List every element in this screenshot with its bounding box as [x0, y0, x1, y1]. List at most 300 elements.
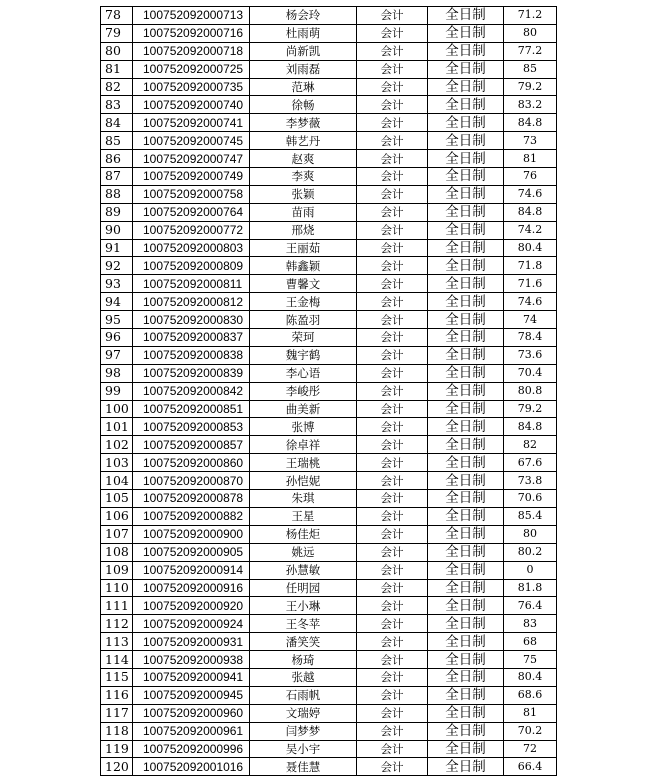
major-cell: 会计: [357, 579, 428, 597]
candidate-id-cell: 100752092000924: [133, 615, 250, 633]
score-cell: 74.2: [504, 221, 557, 239]
study-mode-cell: 全日制: [428, 543, 504, 561]
candidate-id-cell: 100752092000920: [133, 597, 250, 615]
study-mode-cell: 全日制: [428, 329, 504, 347]
row-number-cell: 106: [101, 507, 133, 525]
row-number-cell: 95: [101, 311, 133, 329]
major-cell: 会计: [357, 543, 428, 561]
score-cell: 80.4: [504, 668, 557, 686]
score-cell: 84.8: [504, 114, 557, 132]
candidate-id-cell: 100752092000931: [133, 633, 250, 651]
score-cell: 78.4: [504, 329, 557, 347]
table-row: [101, 346, 557, 364]
major-cell: 会计: [357, 633, 428, 651]
major-cell: 会计: [357, 221, 428, 239]
candidate-name-cell: 王瑞桃: [250, 454, 357, 472]
candidate-id-cell: 100752092000837: [133, 329, 250, 347]
table-row: [101, 722, 557, 740]
row-number-cell: 116: [101, 686, 133, 704]
row-number-cell: 104: [101, 472, 133, 490]
study-mode-cell: 全日制: [428, 507, 504, 525]
candidate-name-cell: 韩鑫颖: [250, 257, 357, 275]
candidate-id-cell: 100752092000741: [133, 114, 250, 132]
candidate-id-cell: 100752092000878: [133, 490, 250, 508]
study-mode-cell: 全日制: [428, 203, 504, 221]
major-cell: 会计: [357, 293, 428, 311]
score-cell: 67.6: [504, 454, 557, 472]
table-row: [101, 168, 557, 186]
row-number-cell: 107: [101, 525, 133, 543]
candidate-id-cell: 100752092000914: [133, 561, 250, 579]
table-row: [101, 758, 557, 776]
candidate-id-cell: 100752092000758: [133, 185, 250, 203]
candidate-name-cell: 魏宇鹤: [250, 346, 357, 364]
candidate-name-cell: 赵爽: [250, 150, 357, 168]
candidate-name-cell: 张越: [250, 668, 357, 686]
table-row: [101, 597, 557, 615]
major-cell: 会计: [357, 722, 428, 740]
candidate-name-cell: 曲美新: [250, 400, 357, 418]
study-mode-cell: 全日制: [428, 382, 504, 400]
candidate-id-cell: 100752092000838: [133, 346, 250, 364]
candidate-id-cell: 100752092000851: [133, 400, 250, 418]
major-cell: 会计: [357, 329, 428, 347]
study-mode-cell: 全日制: [428, 7, 504, 25]
row-number-cell: 82: [101, 78, 133, 96]
major-cell: 会计: [357, 96, 428, 114]
row-number-cell: 93: [101, 275, 133, 293]
score-cell: 83: [504, 615, 557, 633]
study-mode-cell: 全日制: [428, 275, 504, 293]
roster-table: [100, 6, 557, 776]
candidate-id-cell: 100752092000842: [133, 382, 250, 400]
candidate-id-cell: 100752092000960: [133, 704, 250, 722]
score-cell: 81.8: [504, 579, 557, 597]
row-number-cell: 97: [101, 346, 133, 364]
score-cell: 71.6: [504, 275, 557, 293]
row-number-cell: 112: [101, 615, 133, 633]
candidate-name-cell: 王金梅: [250, 293, 357, 311]
major-cell: 会计: [357, 42, 428, 60]
major-cell: 会计: [357, 597, 428, 615]
candidate-name-cell: 徐卓祥: [250, 436, 357, 454]
major-cell: 会计: [357, 490, 428, 508]
major-cell: 会计: [357, 686, 428, 704]
major-cell: 会计: [357, 758, 428, 776]
row-number-cell: 99: [101, 382, 133, 400]
candidate-name-cell: 王丽茹: [250, 239, 357, 257]
candidate-name-cell: 朱琪: [250, 490, 357, 508]
study-mode-cell: 全日制: [428, 615, 504, 633]
study-mode-cell: 全日制: [428, 311, 504, 329]
row-number-cell: 92: [101, 257, 133, 275]
candidate-name-cell: 徐畅: [250, 96, 357, 114]
major-cell: 会计: [357, 275, 428, 293]
major-cell: 会计: [357, 7, 428, 25]
score-cell: 71.2: [504, 7, 557, 25]
score-cell: 85: [504, 60, 557, 78]
major-cell: 会计: [357, 185, 428, 203]
row-number-cell: 114: [101, 651, 133, 669]
major-cell: 会计: [357, 436, 428, 454]
row-number-cell: 85: [101, 132, 133, 150]
row-number-cell: 105: [101, 490, 133, 508]
major-cell: 会计: [357, 150, 428, 168]
table-row: [101, 257, 557, 275]
candidate-name-cell: 孙恺妮: [250, 472, 357, 490]
candidate-name-cell: 杨佳炬: [250, 525, 357, 543]
table-row: [101, 382, 557, 400]
score-cell: 81: [504, 704, 557, 722]
candidate-name-cell: 杨会玲: [250, 7, 357, 25]
candidate-id-cell: 100752092000853: [133, 418, 250, 436]
candidate-id-cell: 100752092000740: [133, 96, 250, 114]
study-mode-cell: 全日制: [428, 704, 504, 722]
candidate-id-cell: 100752092000811: [133, 275, 250, 293]
study-mode-cell: 全日制: [428, 168, 504, 186]
candidate-name-cell: 吴小宇: [250, 740, 357, 758]
major-cell: 会计: [357, 114, 428, 132]
major-cell: 会计: [357, 418, 428, 436]
score-cell: 81: [504, 150, 557, 168]
table-row: [101, 651, 557, 669]
candidate-name-cell: 文瑞婷: [250, 704, 357, 722]
study-mode-cell: 全日制: [428, 150, 504, 168]
major-cell: 会计: [357, 507, 428, 525]
study-mode-cell: 全日制: [428, 96, 504, 114]
row-number-cell: 108: [101, 543, 133, 561]
study-mode-cell: 全日制: [428, 651, 504, 669]
candidate-id-cell: 100752092000764: [133, 203, 250, 221]
major-cell: 会计: [357, 364, 428, 382]
candidate-id-cell: 100752092000882: [133, 507, 250, 525]
major-cell: 会计: [357, 346, 428, 364]
row-number-cell: 91: [101, 239, 133, 257]
major-cell: 会计: [357, 740, 428, 758]
score-cell: 84.8: [504, 203, 557, 221]
row-number-cell: 79: [101, 24, 133, 42]
table-row: [101, 364, 557, 382]
study-mode-cell: 全日制: [428, 42, 504, 60]
table-row: [101, 239, 557, 257]
table-row: [101, 668, 557, 686]
score-cell: 85.4: [504, 507, 557, 525]
row-number-cell: 90: [101, 221, 133, 239]
table-row: [101, 472, 557, 490]
row-number-cell: 115: [101, 668, 133, 686]
candidate-id-cell: 100752092000996: [133, 740, 250, 758]
candidate-name-cell: 韩艺丹: [250, 132, 357, 150]
score-cell: 82: [504, 436, 557, 454]
study-mode-cell: 全日制: [428, 221, 504, 239]
score-cell: 72: [504, 740, 557, 758]
table-row: [101, 615, 557, 633]
major-cell: 会计: [357, 203, 428, 221]
candidate-id-cell: 100752092000803: [133, 239, 250, 257]
score-cell: 68.6: [504, 686, 557, 704]
table-row: [101, 329, 557, 347]
major-cell: 会计: [357, 704, 428, 722]
study-mode-cell: 全日制: [428, 633, 504, 651]
candidate-name-cell: 闫梦梦: [250, 722, 357, 740]
score-cell: 73.6: [504, 346, 557, 364]
candidate-id-cell: 100752092000725: [133, 60, 250, 78]
score-cell: 83.2: [504, 96, 557, 114]
major-cell: 会计: [357, 60, 428, 78]
major-cell: 会计: [357, 24, 428, 42]
candidate-name-cell: 张颖: [250, 185, 357, 203]
row-number-cell: 110: [101, 579, 133, 597]
major-cell: 会计: [357, 78, 428, 96]
table-row: [101, 490, 557, 508]
row-number-cell: 81: [101, 60, 133, 78]
row-number-cell: 84: [101, 114, 133, 132]
candidate-name-cell: 杜雨萌: [250, 24, 357, 42]
candidate-id-cell: 100752092000809: [133, 257, 250, 275]
candidate-name-cell: 荣珂: [250, 329, 357, 347]
row-number-cell: 103: [101, 454, 133, 472]
table-row: [101, 78, 557, 96]
score-cell: 70.6: [504, 490, 557, 508]
row-number-cell: 88: [101, 185, 133, 203]
study-mode-cell: 全日制: [428, 758, 504, 776]
candidate-id-cell: 100752092000839: [133, 364, 250, 382]
table-row: [101, 525, 557, 543]
study-mode-cell: 全日制: [428, 400, 504, 418]
major-cell: 会计: [357, 311, 428, 329]
table-row: [101, 7, 557, 25]
score-cell: 76: [504, 168, 557, 186]
score-cell: 79.2: [504, 78, 557, 96]
candidate-id-cell: 100752092000961: [133, 722, 250, 740]
candidate-name-cell: 姚远: [250, 543, 357, 561]
score-cell: 66.4: [504, 758, 557, 776]
candidate-name-cell: 王冬苹: [250, 615, 357, 633]
table-row: [101, 436, 557, 454]
score-cell: 84.8: [504, 418, 557, 436]
candidate-id-cell: 100752092000735: [133, 78, 250, 96]
row-number-cell: 83: [101, 96, 133, 114]
study-mode-cell: 全日制: [428, 472, 504, 490]
candidate-name-cell: 任明园: [250, 579, 357, 597]
row-number-cell: 111: [101, 597, 133, 615]
table-row: [101, 221, 557, 239]
major-cell: 会计: [357, 400, 428, 418]
candidate-name-cell: 李爽: [250, 168, 357, 186]
candidate-id-cell: 100752092000945: [133, 686, 250, 704]
score-cell: 80: [504, 24, 557, 42]
candidate-name-cell: 张博: [250, 418, 357, 436]
major-cell: 会计: [357, 561, 428, 579]
table-row: [101, 203, 557, 221]
candidate-name-cell: 李梦薇: [250, 114, 357, 132]
candidate-name-cell: 李峻彤: [250, 382, 357, 400]
score-cell: 77.2: [504, 42, 557, 60]
study-mode-cell: 全日制: [428, 561, 504, 579]
major-cell: 会计: [357, 472, 428, 490]
score-cell: 80.4: [504, 239, 557, 257]
table-row: [101, 507, 557, 525]
study-mode-cell: 全日制: [428, 454, 504, 472]
table-row: [101, 579, 557, 597]
score-cell: 80: [504, 525, 557, 543]
study-mode-cell: 全日制: [428, 579, 504, 597]
candidate-name-cell: 聂佳慧: [250, 758, 357, 776]
row-number-cell: 78: [101, 7, 133, 25]
candidate-name-cell: 苗雨: [250, 203, 357, 221]
major-cell: 会计: [357, 132, 428, 150]
row-number-cell: 89: [101, 203, 133, 221]
row-number-cell: 109: [101, 561, 133, 579]
candidate-id-cell: 100752092000860: [133, 454, 250, 472]
score-cell: 70.4: [504, 364, 557, 382]
study-mode-cell: 全日制: [428, 436, 504, 454]
study-mode-cell: 全日制: [428, 346, 504, 364]
study-mode-cell: 全日制: [428, 239, 504, 257]
score-cell: 74: [504, 311, 557, 329]
candidate-name-cell: 邢烧: [250, 221, 357, 239]
table-row: [101, 275, 557, 293]
row-number-cell: 117: [101, 704, 133, 722]
table-row: [101, 311, 557, 329]
table-row: [101, 561, 557, 579]
candidate-id-cell: 100752092000772: [133, 221, 250, 239]
study-mode-cell: 全日制: [428, 364, 504, 382]
study-mode-cell: 全日制: [428, 686, 504, 704]
candidate-name-cell: 杨琦: [250, 651, 357, 669]
row-number-cell: 118: [101, 722, 133, 740]
study-mode-cell: 全日制: [428, 740, 504, 758]
row-number-cell: 119: [101, 740, 133, 758]
candidate-id-cell: 100752092000749: [133, 168, 250, 186]
candidate-id-cell: 100752092000716: [133, 24, 250, 42]
score-cell: 76.4: [504, 597, 557, 615]
candidate-id-cell: 100752092000870: [133, 472, 250, 490]
table-row: [101, 400, 557, 418]
row-number-cell: 87: [101, 168, 133, 186]
table-row: [101, 543, 557, 561]
row-number-cell: 96: [101, 329, 133, 347]
table-row: [101, 42, 557, 60]
major-cell: 会计: [357, 168, 428, 186]
candidate-name-cell: 孙慧敏: [250, 561, 357, 579]
table-row: [101, 24, 557, 42]
score-cell: 79.2: [504, 400, 557, 418]
candidate-name-cell: 刘雨磊: [250, 60, 357, 78]
score-cell: 0: [504, 561, 557, 579]
table-row: [101, 740, 557, 758]
study-mode-cell: 全日制: [428, 293, 504, 311]
row-number-cell: 94: [101, 293, 133, 311]
major-cell: 会计: [357, 382, 428, 400]
candidate-name-cell: 石雨帆: [250, 686, 357, 704]
score-cell: 73.8: [504, 472, 557, 490]
table-row: [101, 633, 557, 651]
candidate-id-cell: 100752092000857: [133, 436, 250, 454]
candidate-id-cell: 100752092000812: [133, 293, 250, 311]
candidate-name-cell: 曹馨文: [250, 275, 357, 293]
study-mode-cell: 全日制: [428, 722, 504, 740]
row-number-cell: 98: [101, 364, 133, 382]
roster-body: [101, 7, 557, 776]
study-mode-cell: 全日制: [428, 525, 504, 543]
candidate-id-cell: 100752092000747: [133, 150, 250, 168]
score-cell: 74.6: [504, 185, 557, 203]
candidate-id-cell: 100752092000718: [133, 42, 250, 60]
table-row: [101, 185, 557, 203]
study-mode-cell: 全日制: [428, 597, 504, 615]
study-mode-cell: 全日制: [428, 78, 504, 96]
study-mode-cell: 全日制: [428, 132, 504, 150]
score-cell: 70.2: [504, 722, 557, 740]
row-number-cell: 101: [101, 418, 133, 436]
major-cell: 会计: [357, 525, 428, 543]
table-row: [101, 418, 557, 436]
row-number-cell: 120: [101, 758, 133, 776]
study-mode-cell: 全日制: [428, 185, 504, 203]
table-row: [101, 454, 557, 472]
candidate-id-cell: 100752092000938: [133, 651, 250, 669]
score-cell: 73: [504, 132, 557, 150]
row-number-cell: 113: [101, 633, 133, 651]
score-cell: 80.8: [504, 382, 557, 400]
major-cell: 会计: [357, 257, 428, 275]
candidate-name-cell: 范琳: [250, 78, 357, 96]
score-cell: 75: [504, 651, 557, 669]
score-cell: 68: [504, 633, 557, 651]
score-cell: 71.8: [504, 257, 557, 275]
table-row: [101, 686, 557, 704]
study-mode-cell: 全日制: [428, 418, 504, 436]
candidate-id-cell: 100752092000830: [133, 311, 250, 329]
score-cell: 74.6: [504, 293, 557, 311]
candidate-id-cell: 100752092000941: [133, 668, 250, 686]
candidate-name-cell: 尚新凯: [250, 42, 357, 60]
study-mode-cell: 全日制: [428, 668, 504, 686]
table-row: [101, 704, 557, 722]
candidate-id-cell: 100752092000900: [133, 525, 250, 543]
candidate-name-cell: 王星: [250, 507, 357, 525]
study-mode-cell: 全日制: [428, 24, 504, 42]
study-mode-cell: 全日制: [428, 114, 504, 132]
major-cell: 会计: [357, 651, 428, 669]
candidate-name-cell: 陈盈羽: [250, 311, 357, 329]
candidate-id-cell: 100752092000905: [133, 543, 250, 561]
candidate-id-cell: 100752092000916: [133, 579, 250, 597]
table-row: [101, 150, 557, 168]
row-number-cell: 100: [101, 400, 133, 418]
table-row: [101, 96, 557, 114]
table-row: [101, 293, 557, 311]
row-number-cell: 86: [101, 150, 133, 168]
study-mode-cell: 全日制: [428, 257, 504, 275]
major-cell: 会计: [357, 239, 428, 257]
candidate-id-cell: 100752092000745: [133, 132, 250, 150]
major-cell: 会计: [357, 668, 428, 686]
table-row: [101, 132, 557, 150]
table-row: [101, 60, 557, 78]
candidate-id-cell: 100752092001016: [133, 758, 250, 776]
candidate-name-cell: 李心语: [250, 364, 357, 382]
table-row: [101, 114, 557, 132]
candidate-id-cell: 100752092000713: [133, 7, 250, 25]
study-mode-cell: 全日制: [428, 60, 504, 78]
major-cell: 会计: [357, 454, 428, 472]
candidate-name-cell: 潘笑笑: [250, 633, 357, 651]
study-mode-cell: 全日制: [428, 490, 504, 508]
row-number-cell: 80: [101, 42, 133, 60]
candidate-name-cell: 王小琳: [250, 597, 357, 615]
